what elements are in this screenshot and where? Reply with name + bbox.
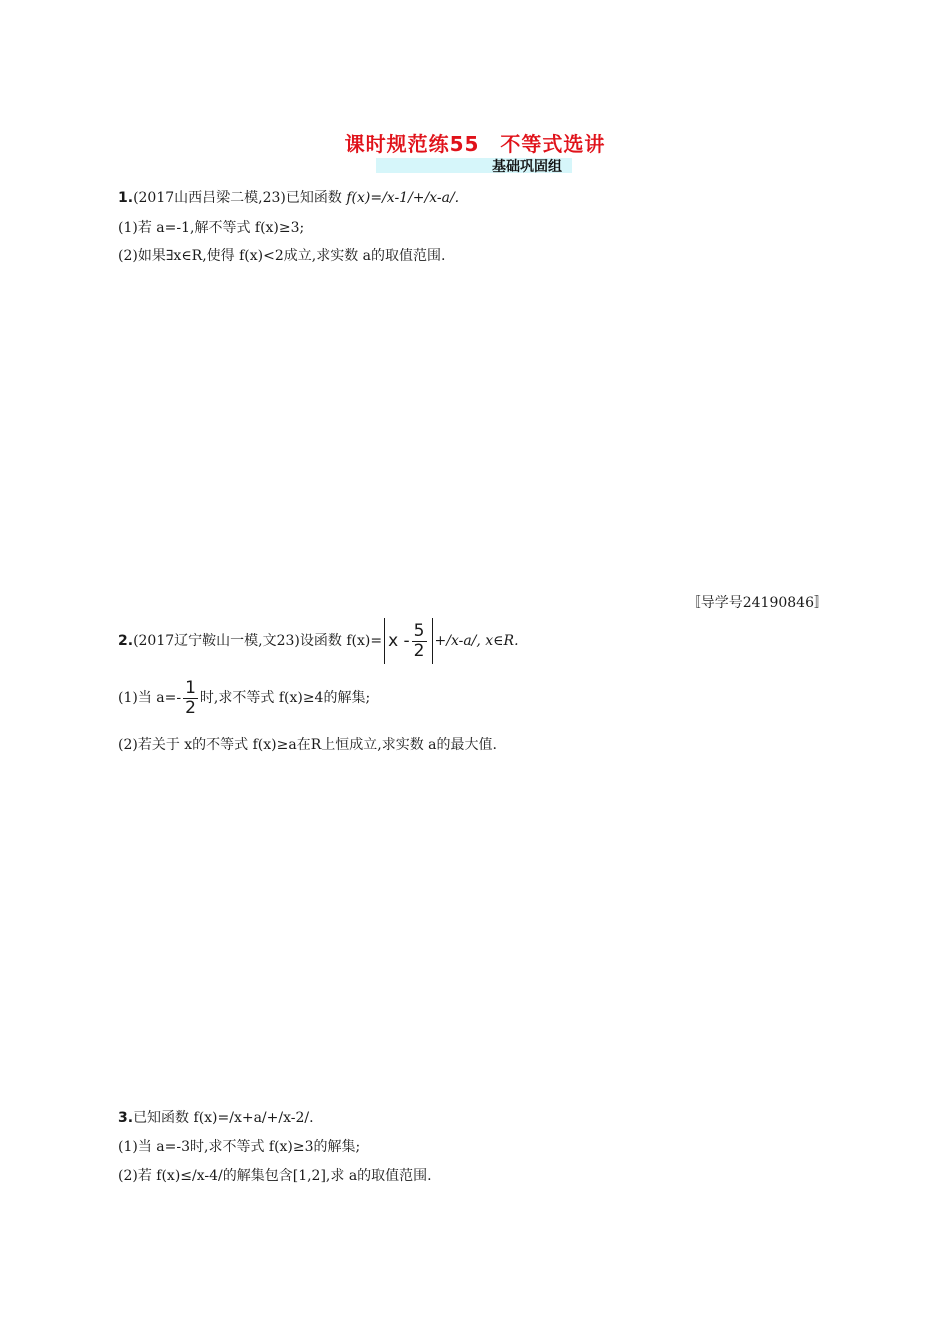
fraction-denominator: 2 <box>185 697 196 718</box>
fraction-denominator: 2 <box>413 640 425 661</box>
problem-3-text: 已知函数 f(x)=/x+a/+/x-2/. <box>133 1110 314 1126</box>
problem-2-stem <box>118 617 519 665</box>
page-title: 课时规范练55 不等式选讲 <box>344 132 606 156</box>
problem-2-source: (2017辽宁鞍山一模,文23)设函数 f(x)= <box>133 633 383 649</box>
reference-number: 〚导学号24190846〛 <box>686 595 828 611</box>
fraction-numerator: 1 <box>185 677 196 698</box>
problem-1-part-2: (2)如果∃x∈R,使得 f(x)<2成立,求实数 a的取值范围. <box>118 248 446 264</box>
fraction-one-half <box>183 679 198 718</box>
problem-2-part-1-suffix: 时,求不等式 f(x)≥4的解集; <box>199 690 371 706</box>
problem-2-stem-suffix: +/x-a/, x∈R. <box>434 633 519 649</box>
absolute-value-expression <box>384 618 432 664</box>
problem-1-source: (2017山西吕梁二模,23)已知函数 <box>133 190 347 206</box>
section-subtitle: 基础巩固组 <box>492 159 562 175</box>
problem-1-expression: f(x)=/x-1/+/x-a/. <box>346 190 460 206</box>
problem-1-stem <box>118 188 459 208</box>
problem-2-part-1-prefix: (1)当 a=- <box>118 690 182 706</box>
problem-2-part-1 <box>118 676 370 720</box>
problem-2-number: 2. <box>118 633 134 649</box>
problem-1-part-1: (1)若 a=-1,解不等式 f(x)≥3; <box>118 220 305 236</box>
problem-3-number: 3. <box>118 1110 134 1126</box>
problem-3-part-1: (1)当 a=-3时,求不等式 f(x)≥3的解集; <box>118 1139 361 1155</box>
absolute-value-variable: x - <box>388 631 410 651</box>
problem-3-stem <box>118 1108 314 1128</box>
problem-2-part-2: (2)若关于 x的不等式 f(x)≥a在R上恒成立,求实数 a的最大值. <box>118 737 497 753</box>
fraction-five-halves <box>412 622 427 661</box>
problem-1-number: 1. <box>118 190 134 206</box>
problem-3-part-2: (2)若 f(x)≤/x-4/的解集包含[1,2],求 a的取值范围. <box>118 1168 432 1184</box>
fraction-numerator: 5 <box>413 620 425 641</box>
